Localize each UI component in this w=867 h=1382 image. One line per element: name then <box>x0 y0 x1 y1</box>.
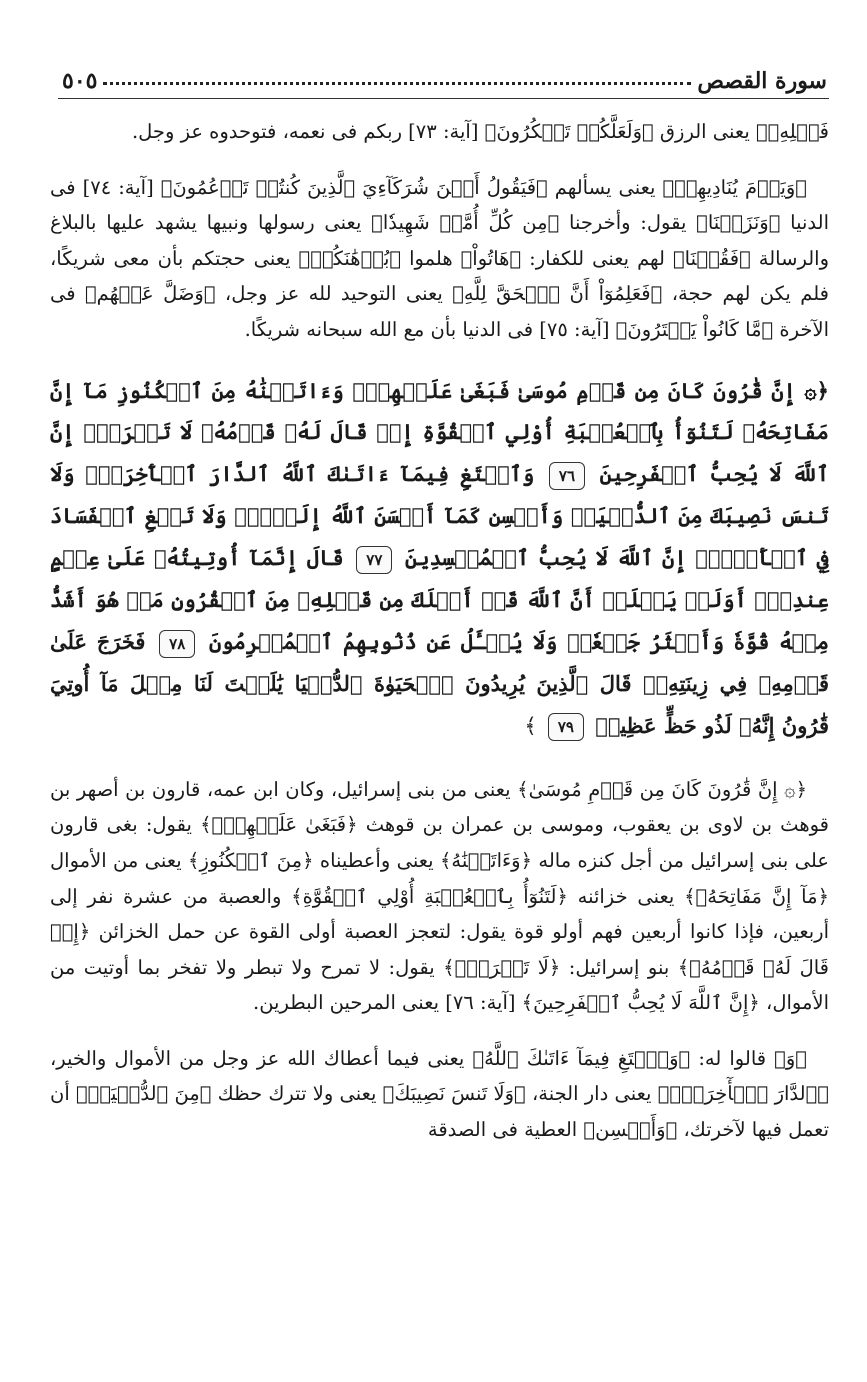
page-header <box>62 58 827 94</box>
verse-number-marker: ٧٨ <box>159 630 195 658</box>
tafsir-paragraph-1: فَضۡلِهِۦ﴾ يعنى الرزق ﴿وَلَعَلَّكُمۡ تَشۡكُرُونَ﴾ [آية: ٧٣] ربكم فى نعمه، فتوحدوه عز وجل. <box>131 120 829 143</box>
verse-number-marker: ٧٦ <box>549 462 585 490</box>
quran-verses-block <box>50 370 829 748</box>
verse-number-marker: ٧٧ <box>356 546 392 574</box>
page-body <box>50 114 829 1148</box>
commentary-paragraph-1: ﴿۞ إِنَّ قَٰرُونَ كَانَ مِن قَوۡمِ مُوسَىٰ﴾ يعنى من بنى إسرائيل، وكان ابن عمه، قارون بن أصهر بن قوهث بن لاوى بن يعقوب، وموسى بن عمران بن قوهث ﴿فَبَغَىٰ عَلَيۡهِمۡۖ﴾ يقول: بغى قارون على بنى إسرائيل من أجل كنزه ماله ﴿وَءَاتَيۡنَٰهُ﴾ يعنى وأعطيناه ﴿مِنَ ٱلۡكُنُوزِ﴾ يعنى من الأموال ﴿مَآ إِنَّ مَفَاتِحَهُۥ﴾ يعنى خزائنه ﴿لَتَنُوٓأُ بِٱلۡعُصۡبَةِ أُوْلِي ٱلۡقُوَّةِ﴾ والعصبة من عشرة نفر إلى أربعين، فإذا كانوا أربعين فهم أولو قوة يقول: لتعجز العصبة أولى القوة عن حمل الخزائن ﴿إِذۡ قَالَ لَهُۥ قَوۡمُهُۥ﴾ بنو إسرائيل: ﴿لَا تَفۡرَحۡۖ﴾ يقول: لا تمرح ولا تبطر ولا تفخر بما أوتيت من الأموال، ﴿إِنَّ ٱللَّهَ لَا يُحِبُّ ٱلۡفَرِحِينَ﴾ [آية: ٧٦] يعنى المرحين البطرين. <box>50 777 829 1015</box>
verse-text: ﴿۞ إِنَّ قَٰرُونَ كَانَ مِن قَوۡمِ مُوسَىٰ فَبَغَىٰ عَلَيۡهِمۡۖ وَءَاتَيۡنَٰهُ مِنَ ٱلۡكُنُوزِ مَآ إِنَّ مَفَاتِحَهُۥ لَتَنُوٓأُ بِٱلۡعُصۡبَةِ أُوْلِي ٱلۡقُوَّةِ إِذۡ قَالَ لَهُۥ قَوۡمُهُۥ لَا تَفۡرَحۡۖ إِنَّ ٱللَّهَ لَا يُحِبُّ ٱلۡفَرِحِينَ <box>50 377 830 487</box>
verse-text: وَٱبۡتَغِ فِيمَآ ءَاتَىٰكَ ٱللَّهُ ٱلدَّارَ ٱلۡأٓخِرَةَۖ وَلَا تَنسَ نَصِيبَكَ مِنَ ٱلدُّنۡيَاۖ وَأَحۡسِن كَمَآ أَحۡسَنَ ٱللَّهُ إِلَيۡكَۖ وَلَا تَبۡغِ ٱلۡفَسَادَ فِي ٱلۡأَرۡضِۖ إِنَّ ٱللَّهَ لَا يُحِبُّ ٱلۡمُفۡسِدِينَ <box>50 461 829 571</box>
verse-number-marker: ٧٩ <box>548 713 584 741</box>
verse-text: قَالَ إِنَّمَآ أُوتِيتُهُۥ عَلَىٰ عِلۡمٍ عِندِيٓۚ أَوَلَمۡ يَعۡلَمۡ أَنَّ ٱللَّهَ قَدۡ أَهۡلَكَ مِن قَبۡلِهِۦ مِنَ ٱلۡقُرُونِ مَنۡ هُوَ أَشَدُّ مِنۡهُ قُوَّةٗ وَأَكۡثَرُ جَمۡعٗاۚ وَلَا يُسۡـَٔلُ عَن ذُنُوبِهِمُ ٱلۡمُجۡرِمُونَ <box>50 545 829 654</box>
verse-text: فَخَرَجَ عَلَىٰ قَوۡمِهِۦ فِي زِينَتِهِۦۖ قَالَ ٱلَّذِينَ يُرِيدُونَ ٱلۡحَيَوٰةَ ٱلدُّنۡيَا يَٰلَيۡتَ لَنَا مِثۡلَ مَآ أُوتِيَ قَٰرُونُ إِنَّهُۥ لَذُو حَظٍّ عَظِيمٖ <box>50 629 829 738</box>
surah-title: سورة القصص <box>697 68 827 94</box>
page-number: ٥٠٥ <box>62 68 98 94</box>
header-rule <box>58 98 829 99</box>
closing-bracket: ﴾ <box>524 713 537 738</box>
header-leader-dots <box>103 82 691 85</box>
commentary-paragraph-2: ﴿وَ﴾ قالوا له: ﴿وَٱبۡتَغِ فِيمَآ ءَاتَىٰكَ ٱللَّهُ﴾ يعنى فيما أعطاك الله عز وجل من الأموال والخير، ﴿ٱلدَّارَ ٱلۡأٓخِرَةَۖ﴾ يعنى دار الجنة، ﴿وَلَا تَنسَ نَصِيبَكَ﴾ يعنى ولا تترك حظك ﴿مِنَ ٱلدُّنۡيَاۖ﴾ أن تعمل فيها لآخرتك، ﴿وَأَحۡسِن﴾ العطية فى الصدقة <box>50 1046 829 1142</box>
tafsir-paragraph-2: ﴿وَيَوۡمَ يُنَادِيهِمۡ﴾ يعنى يسألهم ﴿فَيَقُولُ أَيۡنَ شُرَكَآءِيَ ٱلَّذِينَ كُنتُمۡ تَزۡعُمُونَ﴾ [آية: ٧٤] فى الدنيا ﴿وَنَزَعۡنَا﴾ يقول: وأخرجنا ﴿مِن كُلِّ أُمَّةٖ شَهِيدٗا﴾ يعنى رسولها ونبيها يشهد عليها بالبلاغ والرسالة ﴿فَقُلۡنَا﴾ لهم يعنى للكفار: ﴿هَاتُواْ﴾ هلموا ﴿بُرۡهَٰنَكُمۡ﴾ يعنى حجتكم بأن معى شريكًا، فلم يكن لهم حجة، ﴿فَعَلِمُوٓاْ أَنَّ ٱلۡحَقَّ لِلَّهِ﴾ يعنى التوحيد لله عز وجل، ﴿وَضَلَّ عَنۡهُم﴾ فى الآخرة ﴿مَّا كَانُواْ يَفۡتَرُونَ﴾ [آية: ٧٥] فى الدنيا بأن مع الله سبحانه شريكًا. <box>50 175 829 341</box>
